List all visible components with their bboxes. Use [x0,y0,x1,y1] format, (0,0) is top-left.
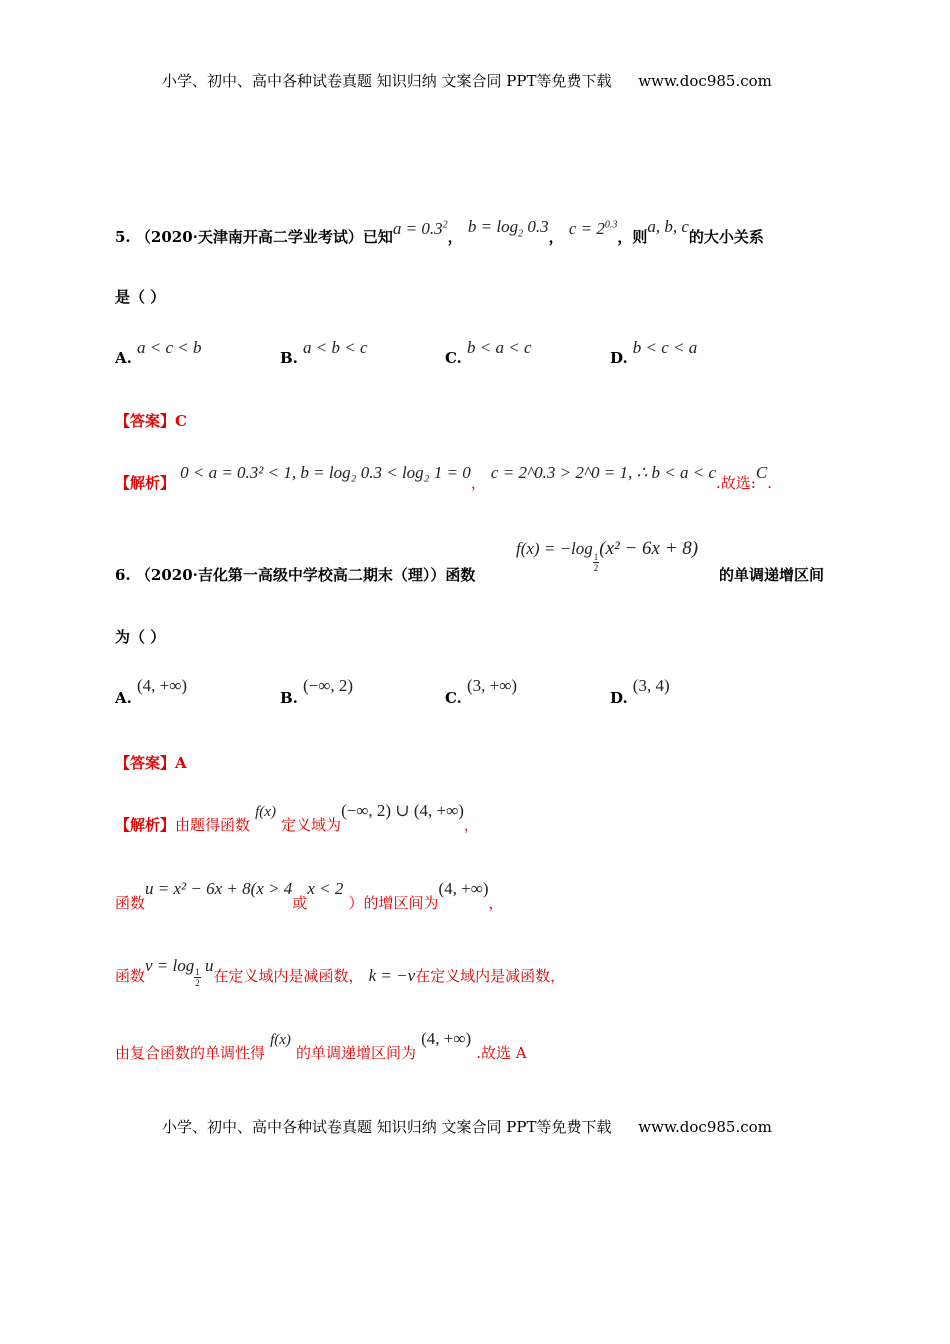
answer-value: A [175,754,187,772]
question-number: 6. [115,566,131,584]
analysis-line-4: 由复合函数的单调性得 f(x) 的单调递增区间为 (4, +∞) .故选 A [115,1029,527,1062]
option-b: B. a < b < c [280,338,368,367]
question-number: 5. [115,228,131,246]
math-a: $a = 0.3^2$ [392,219,448,238]
analysis-line-3: 函数v = log $\frac{1}{2}$ u在定义域内是减函数， k = −v在定义域内是减函数， [115,956,566,988]
analysis-line-1: 【解析】由题得函数 f(x) 定义域为(−∞, 2) ∪ (4, +∞)， [115,801,479,834]
analysis-label: 【解析】 [115,816,176,834]
option-d: D. (3, 4) [610,676,670,707]
analysis-label: 【解析】 [115,474,176,492]
analysis-line-2: 函数u = x² − 6x + 8(x > 4或x < 2 ）的增区间为(4, +∞)， [115,879,504,912]
option-a: A. (4, +∞) [115,676,187,707]
option-c: C. (3, +∞) [445,676,518,707]
math-v-log: v = log $\frac{1}{2}$ u [145,956,214,988]
question-source: （2020·天津南开高二学业考试）已知 [135,228,393,246]
question-6-options [115,676,835,706]
question-tail: 的大小关系 [688,228,764,246]
question-6-answer [115,752,187,773]
answer-label: 【答案】 [115,412,176,430]
answer-label: 【答案】 [115,754,176,772]
page-header [162,70,772,91]
question-source: （2020·吉化第一高级中学校高二期末（理））函数 [135,566,476,584]
page-footer [162,1116,772,1137]
header-text: 小学、初中、高中各种试卷真题 知识归纳 文案合同 PPT等免费下载 [162,72,612,90]
math-b: $b = \log_2 0.3$ [467,217,549,240]
question-6-line1 [115,564,835,585]
footer-url: www.doc985.com [638,1118,772,1136]
analysis-math-1: 0 < a = 0.3² < 1, b = log₂ 0.3 < log₂ 1 = 0 [180,463,471,482]
question-5-line2: 是（ ） [115,288,166,306]
question-5-options [115,338,835,368]
math-function-f: f(x) = −log $\frac{1}{2}$ (x² − 6x + 8) [516,538,699,573]
math-abc: a, b, c [647,217,689,236]
footer-text: 小学、初中、高中各种试卷真题 知识归纳 文案合同 PPT等免费下载 [162,1118,612,1136]
question-5-analysis: 【解析】 0 < a = 0.3² < 1, b = log₂ 0.3 < log₂ 1 = 0， c = 2^0.3 > 2^0 = 1, ∴ b < a < c.故选:C. [115,463,772,492]
option-c: C. b < a < c [445,338,532,367]
question-5-answer [115,410,187,431]
question-6-line2: 为（ ） [115,628,166,646]
header-url: www.doc985.com [638,72,772,90]
question-5-line1: 5. （2020·天津南开高二学业考试）已知$a = 0.3^2$， $b = \log_2 0.3$， $c = 2^{0.3}$，则a, b, c的大小关系 [115,217,764,246]
option-d: D. b < c < a [610,338,698,367]
question-tail: 的单调递增区间 [719,566,825,584]
option-b: B. (−∞, 2) [280,676,354,707]
option-a: A. a < c < b [115,338,202,367]
analysis-math-2: c = 2^0.3 > 2^0 = 1, ∴ b < a < c [490,463,717,482]
answer-value: C [175,412,187,430]
math-c: $c = 2^{0.3}$ [568,219,618,238]
